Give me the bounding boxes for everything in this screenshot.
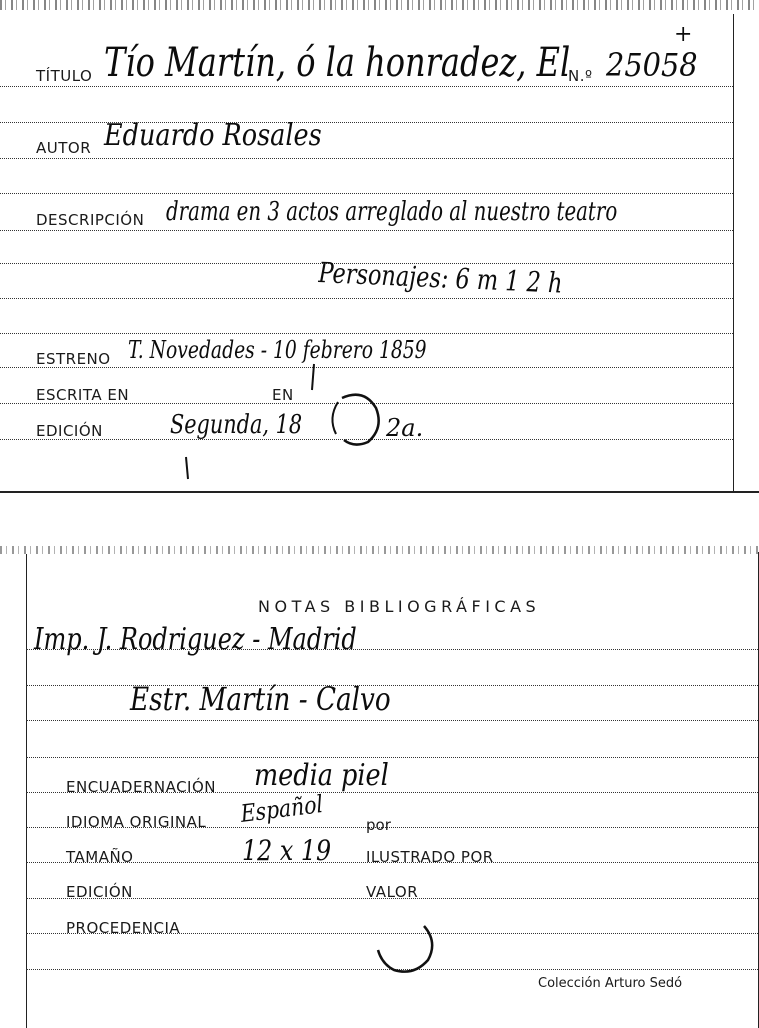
card-divider bbox=[0, 491, 759, 493]
rule-line bbox=[0, 298, 733, 299]
rule-line bbox=[0, 193, 733, 194]
idioma-label: IDIOMA ORIGINAL bbox=[66, 813, 207, 831]
personajes-value: Personajes: 6 m 1 2 h bbox=[318, 256, 563, 300]
autor-value: Eduardo Rosales bbox=[104, 118, 322, 153]
autor-label: AUTOR bbox=[36, 139, 92, 157]
escrita-label: ESCRITA EN bbox=[36, 386, 130, 404]
edicion-value: Segunda, 18 bbox=[170, 410, 303, 440]
tamano-value: 12 x 19 bbox=[242, 834, 332, 867]
descripcion-label: DESCRIPCIÓN bbox=[36, 211, 145, 229]
rule-line bbox=[26, 757, 758, 758]
en-label: EN bbox=[272, 386, 294, 404]
catalog-card-front bbox=[0, 0, 759, 492]
punch-hole-mark bbox=[372, 920, 442, 980]
pen-stroke bbox=[306, 360, 326, 480]
numero-mark: + bbox=[674, 22, 693, 47]
card-right-border bbox=[733, 14, 734, 492]
pen-stroke bbox=[180, 455, 200, 485]
numero-label: N.º bbox=[568, 67, 593, 85]
notas-heading: NOTAS BIBLIOGRÁFICAS bbox=[258, 597, 541, 616]
encuadernacion-value: media piel bbox=[254, 758, 389, 793]
procedencia-label: PROCEDENCIA bbox=[66, 919, 181, 937]
idioma-value: Español bbox=[239, 790, 325, 828]
rule-line bbox=[0, 333, 733, 334]
valor-label: VALOR bbox=[366, 883, 419, 901]
ilustrado-label: ILUSTRADO POR bbox=[366, 848, 494, 866]
estreno-label: ESTRENO bbox=[36, 350, 111, 368]
rule-line bbox=[0, 158, 733, 159]
rule-line bbox=[26, 720, 758, 721]
edicion-label: EDICIÓN bbox=[36, 422, 103, 440]
numero-value: 25058 bbox=[606, 46, 698, 84]
por-label: por bbox=[366, 816, 391, 834]
coleccion-stamp: Colección Arturo Sedó bbox=[538, 976, 683, 991]
edicion-suffix: 2a. bbox=[386, 414, 424, 442]
tamano-label: TAMAÑO bbox=[66, 848, 134, 866]
descripcion-value: drama en 3 actos arreglado al nuestro teatro bbox=[166, 197, 618, 227]
card-left-border bbox=[26, 554, 27, 1028]
rule-line bbox=[0, 86, 733, 87]
rule-line bbox=[0, 230, 733, 231]
titulo-value: Tío Martín, ó la honradez, El bbox=[104, 40, 571, 86]
punch-hole-mark bbox=[324, 390, 384, 450]
edicion-label-bottom: EDICIÓN bbox=[66, 883, 133, 901]
nota-1: Imp. J. Rodriguez - Madrid bbox=[34, 622, 357, 657]
titulo-label: TÍTULO bbox=[36, 67, 93, 85]
estreno-value: T. Novedades - 10 febrero 1859 bbox=[128, 336, 427, 364]
nota-2: Estr. Martín - Calvo bbox=[130, 680, 391, 718]
encuadernacion-label: ENCUADERNACIÓN bbox=[66, 778, 217, 796]
